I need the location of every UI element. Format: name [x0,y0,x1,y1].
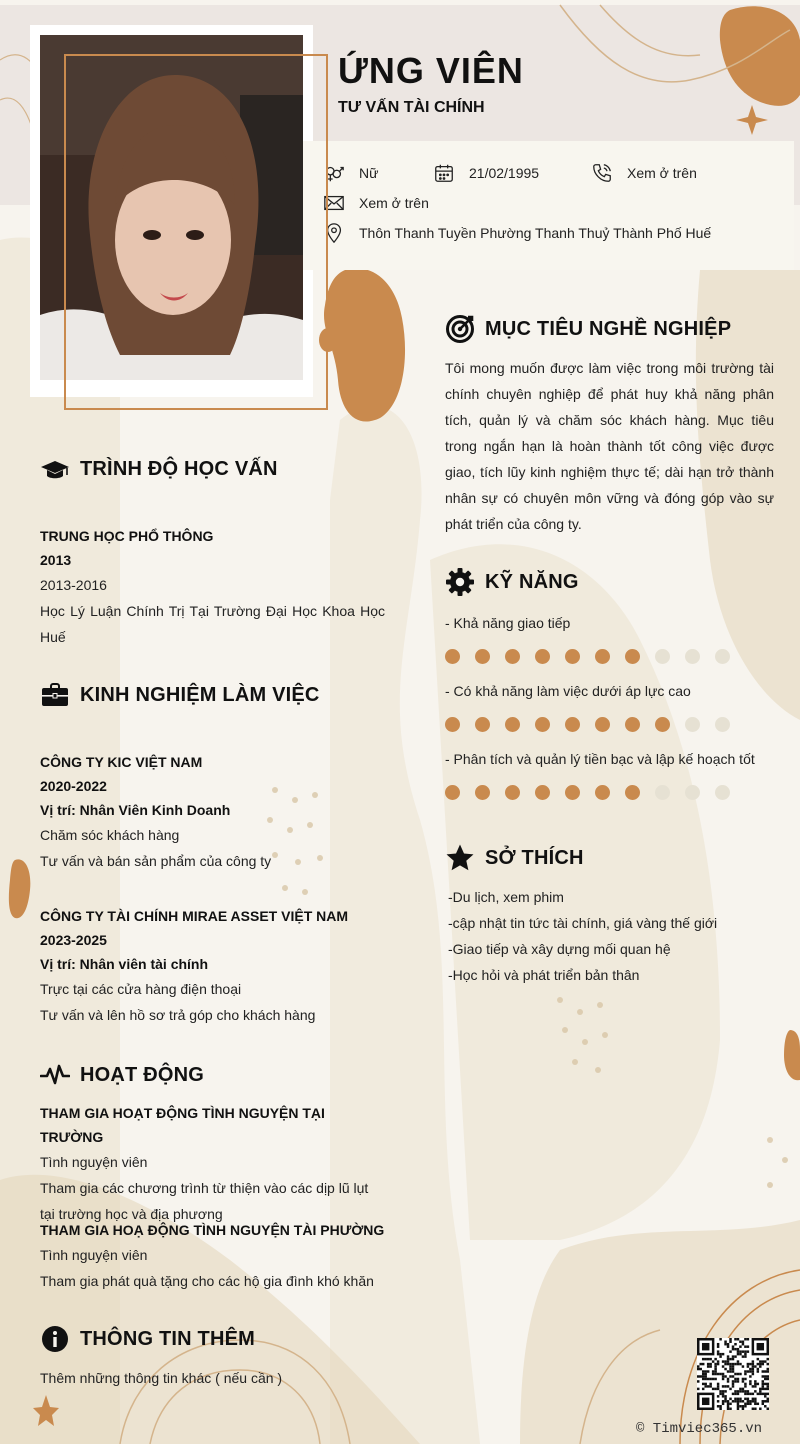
activity-name: THAM GIA HOẠ ĐỘNG TÌNH NGUYỆN TÀI PHƯỜNG [40,1222,385,1238]
rating-dot-filled [565,717,580,732]
rating-dot-filled [505,717,520,732]
rating-dot-empty [655,649,670,664]
activity-entry [40,1101,385,1227]
hobby-item: -Giao tiếp và xây dựng mối quan hệ [448,941,671,957]
experience-title: KINH NGHIỆM LÀM VIỆC [80,683,320,706]
birthday-value: 21/02/1995 [469,165,540,181]
contact-phone [591,162,697,184]
rating-dot-filled [445,785,460,800]
rating-dot-filled [625,649,640,664]
skill-rating [445,785,775,800]
rating-dot-empty [685,785,700,800]
hobby-item: -cập nhật tin tức tài chính, giá vàng thế giới [448,915,718,931]
rating-dot-filled [655,717,670,732]
contact-email [323,192,429,214]
rating-dot-filled [595,717,610,732]
activity-name: THAM GIA HOẠT ĐỘNG TÌNH NGUYỆN TẠI TRƯỜNG [40,1105,325,1145]
candidate-name: ỨNG VIÊN [338,50,524,91]
rating-dot-filled [535,785,550,800]
skill-item [445,751,775,800]
skills-title: KỸ NĂNG [485,570,579,593]
gear-icon [445,567,475,597]
rating-dot-empty [715,785,730,800]
rating-dot-filled [595,649,610,664]
job-title: TƯ VẤN TÀI CHÍNH [338,99,485,116]
rating-dot-filled [445,717,460,732]
photo-outline-frame [64,54,328,410]
copyright-text: © Timviec365.vn [636,1421,763,1437]
objective-header [445,314,731,344]
hobbies-header [445,843,584,873]
address-value: Thôn Thanh Tuyền Phường Thanh Thuỷ Thành Phố Huế [359,225,712,241]
activity-role: Tình nguyện viên [40,1154,148,1170]
skill-item [445,683,775,732]
qr-code[interactable] [697,1338,769,1410]
pulse-icon [40,1060,70,1090]
experience-company: CÔNG TY TÀI CHÍNH MIRAE ASSET VIỆT NAM [40,908,349,924]
experience-header [40,680,320,710]
phone-icon [591,162,613,184]
rating-dot-filled [475,785,490,800]
email-value: Xem ở trên [359,195,429,211]
rating-dot-filled [535,649,550,664]
rating-dot-empty [685,717,700,732]
skill-rating [445,717,775,732]
experience-period: 2023-2025 [40,932,107,948]
rating-dot-filled [625,717,640,732]
experience-duty: Tư vấn và lên hồ sơ trả góp cho khách hàng [40,1007,316,1023]
hobby-item: -Du lịch, xem phim [448,889,564,905]
activity-description: Tham gia các chương trình từ thiện vào các dịp lũ lụt tại trường học và địa phương [40,1180,369,1222]
skill-name: - Phân tích và quản lý tiền bạc và lập kế hoạch tốt [445,751,755,767]
extra-info-header [40,1324,255,1354]
activity-entry [40,1218,385,1294]
rating-dot-filled [475,649,490,664]
experience-company: CÔNG TY KIC VIỆT NAM [40,754,203,770]
hobbies-list [448,884,778,988]
target-icon [445,314,475,344]
objective-title: MỤC TIÊU NGHỀ NGHIỆP [485,317,732,340]
education-title: TRÌNH ĐỘ HỌC VẤN [80,457,278,480]
experience-duty: Trực tại các cửa hàng điện thoại [40,981,242,997]
rating-dot-empty [715,717,730,732]
education-entry [40,524,385,650]
briefcase-icon [40,680,70,710]
phone-value: Xem ở trên [627,165,697,181]
extra-info-text: Thêm những thông tin khác ( nếu cần ) [40,1370,283,1386]
contact-gender [323,162,378,184]
rating-dot-filled [565,785,580,800]
calendar-icon [433,162,455,184]
skill-name: - Khả năng giao tiếp [445,615,571,631]
education-year: 2013 [40,552,72,568]
contact-address [323,222,711,244]
activity-description: Tham gia phát quà tặng cho các hộ gia đình khó khăn [40,1273,374,1289]
star-icon [445,843,475,873]
experience-duty: Chăm sóc khách hàng [40,827,180,843]
education-school: TRUNG HỌC PHỔ THÔNG [40,528,214,544]
experience-entry [40,750,385,874]
experience-duty: Tư vấn và bán sản phẩm của công ty [40,853,272,869]
skill-item [445,615,775,664]
rating-dot-filled [505,649,520,664]
extra-info-title: THÔNG TIN THÊM [80,1327,256,1350]
skill-name: - Có khả năng làm việc dưới áp lực cao [445,683,691,699]
experience-position: Vị trí: Nhân Viên Kinh Doanh [40,802,231,818]
rating-dot-filled [445,649,460,664]
contact-box [294,141,794,270]
activities-header [40,1060,204,1090]
education-description: Học Lý Luận Chính Trị Tại Trường Đại Học Khoa Học Huế [40,603,385,645]
rating-dot-empty [655,785,670,800]
education-period: 2013-2016 [40,577,107,593]
rating-dot-empty [685,649,700,664]
activity-role: Tình nguyện viên [40,1247,148,1263]
hobby-item: -Học hỏi và phát triển bản thân [448,967,640,983]
rating-dot-empty [715,649,730,664]
rating-dot-filled [595,785,610,800]
gender-value: Nữ [359,165,379,181]
contact-birthday [433,162,539,184]
rating-dot-filled [535,717,550,732]
graduation-cap-icon [40,454,70,484]
experience-period: 2020-2022 [40,778,107,794]
skill-rating [445,649,775,664]
experience-entry [40,904,385,1028]
rating-dot-filled [625,785,640,800]
info-icon [40,1324,70,1354]
objective-text: Tôi mong muốn được làm việc trong môi trường tài chính chuyên nghiệp để phát huy khả năng phân tích, quản lý và chăm sóc khách hàng. Mục tiêu trong ngắn hạn là hoàn thành tốt công việc được giao, tích lũy kinh nghiệm thực tế; dài hạn trở thành nhân sự có chuyên môn vững và đóng góp vào sự phát triển của công ty. [445,360,774,532]
rating-dot-filled [475,717,490,732]
skills-header [445,567,579,597]
education-header [40,454,278,484]
rating-dot-filled [565,649,580,664]
skills-list [445,615,775,819]
activities-title: HOẠT ĐỘNG [80,1063,205,1086]
rating-dot-filled [505,785,520,800]
hobbies-title: SỞ THÍCH [485,846,584,869]
experience-position: Vị trí: Nhân viên tài chính [40,956,209,972]
